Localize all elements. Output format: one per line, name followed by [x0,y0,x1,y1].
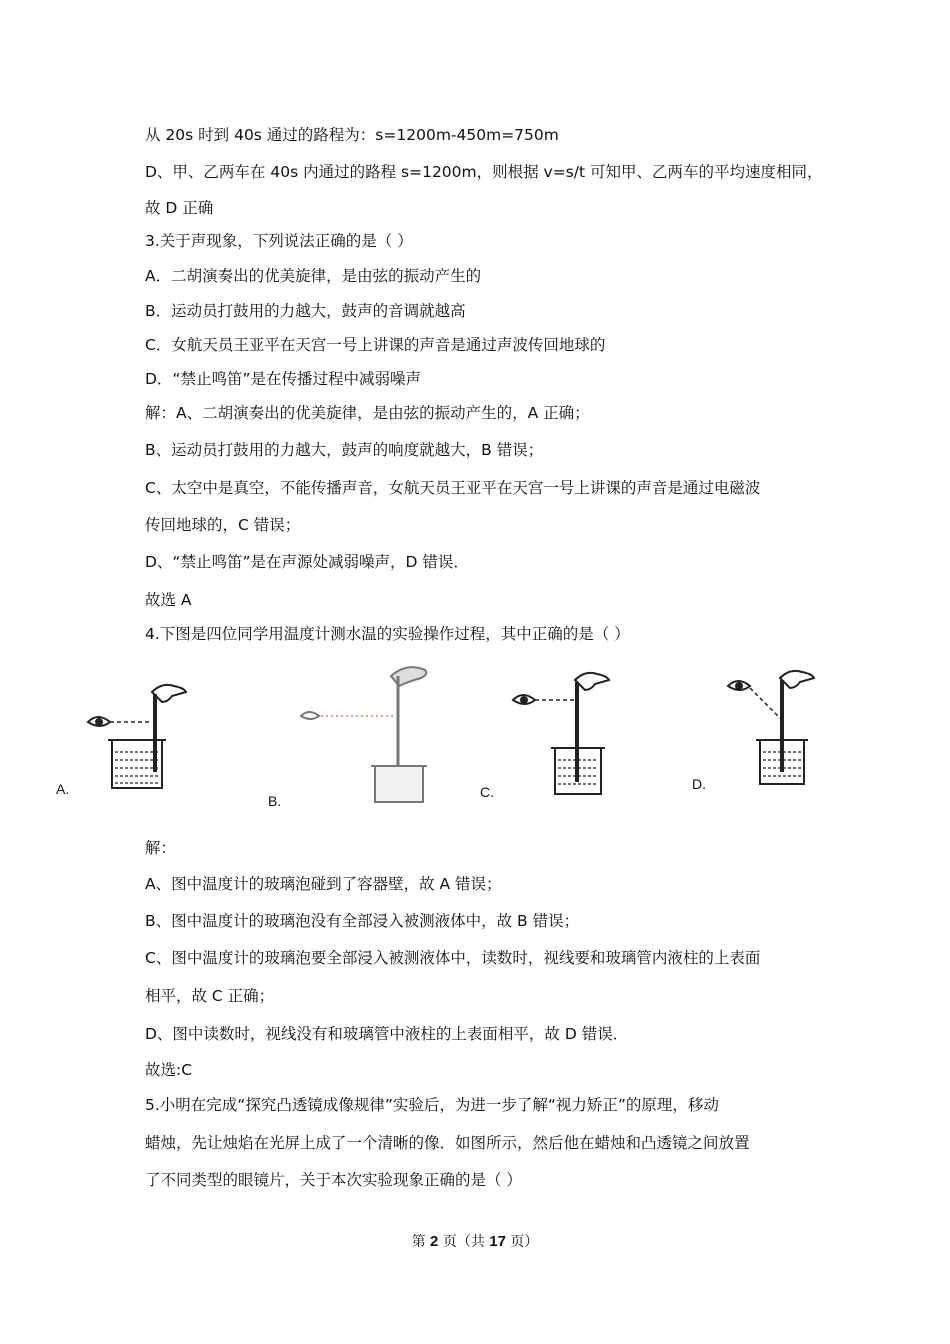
solution-line: B、运动员打鼓用的力越大，鼓声的响度就越大，B 错误； [145,441,544,459]
question-3-stem: 3.关于声现象，下列说法正确的是（ ） [145,232,413,250]
text-line: 故 D 正确 [145,199,214,217]
footer-middle: 页（共 [438,1234,490,1250]
answer-line: 故选:C [145,1061,193,1079]
figure-label-b: B. [268,793,282,809]
solution-line: A、图中温度计的玻璃泡碰到了容器壁，故 A 错误； [145,875,502,893]
figure-label-d: D. [692,776,706,792]
question-5-stem: 蜡烛，先让烛焰在光屏上成了一个清晰的像．如图所示，然后他在蜡烛和凸透镜之间放置 [145,1134,750,1152]
question-3-option-d: D．“禁止鸣笛”是在传播过程中减弱噪声 [145,370,421,388]
question-3-option-a: A．二胡演奏出的优美旋律，是由弦的振动产生的 [145,267,482,285]
question-3-option-b: B．运动员打鼓用的力越大，鼓声的音调就越高 [145,302,466,320]
solution-line: 解：A、二胡演奏出的优美旋律，是由弦的振动产生的，A 正确； [145,404,590,422]
thermometer-figure-d [722,664,842,789]
total-pages: 17 [489,1233,506,1250]
text-line: D、甲、乙两车在 40s 内通过的路程 s=1200m，则根据 v=s/t 可知甲、乙两车的平均速度相同， [145,163,823,181]
page-number: 2 [430,1233,439,1250]
solution-line: 相平，故 C 正确； [145,987,275,1005]
solution-line: 传回地球的，C 错误； [145,516,301,534]
thermometer-figure-c [505,668,625,800]
question-4-stem: 4.下图是四位同学用温度计测水温的实验操作过程，其中正确的是（ ） [145,625,630,643]
footer-suffix: 页） [505,1234,539,1250]
solution-line: D、“禁止鸣笛”是在声源处减弱噪声，D 错误． [145,553,469,571]
solution-line: 解： [145,839,177,857]
answer-line: 故选 A [145,591,192,609]
question-5-stem: 5.小明在完成“探究凸透镜成像规律”实验后，为进一步了解“视力矫正”的原理，移动 [145,1096,719,1114]
thermometer-figure-a [80,680,200,795]
text-line: 从 20s 时到 40s 通过的路程为：s=1200m-450m=750m [145,126,559,144]
solution-line: B、图中温度计的玻璃泡没有全部浸入被测液体中，故 B 错误； [145,912,580,930]
thermometer-figure-b [295,662,445,807]
solution-line: D、图中读数时，视线没有和玻璃管中液柱的上表面相平，故 D 错误． [145,1025,629,1043]
footer-prefix: 第 [411,1234,431,1250]
question-3-option-c: C．女航天员王亚平在天宫一号上讲课的声音是通过声波传回地球的 [145,336,606,354]
question-5-stem: 了不同类型的眼镜片，关于本次实验现象正确的是（ ） [145,1171,522,1189]
figure-label-c: C. [480,784,494,800]
figure-label-a: A. [56,781,70,797]
solution-line: C、太空中是真空，不能传播声音，女航天员王亚平在天宫一号上讲课的声音是通过电磁波 [145,479,761,497]
solution-line: C、图中温度计的玻璃泡要全部浸入被测液体中，读数时，视线要和玻璃管内液柱的上表面 [145,949,761,967]
page-footer [0,1231,950,1251]
